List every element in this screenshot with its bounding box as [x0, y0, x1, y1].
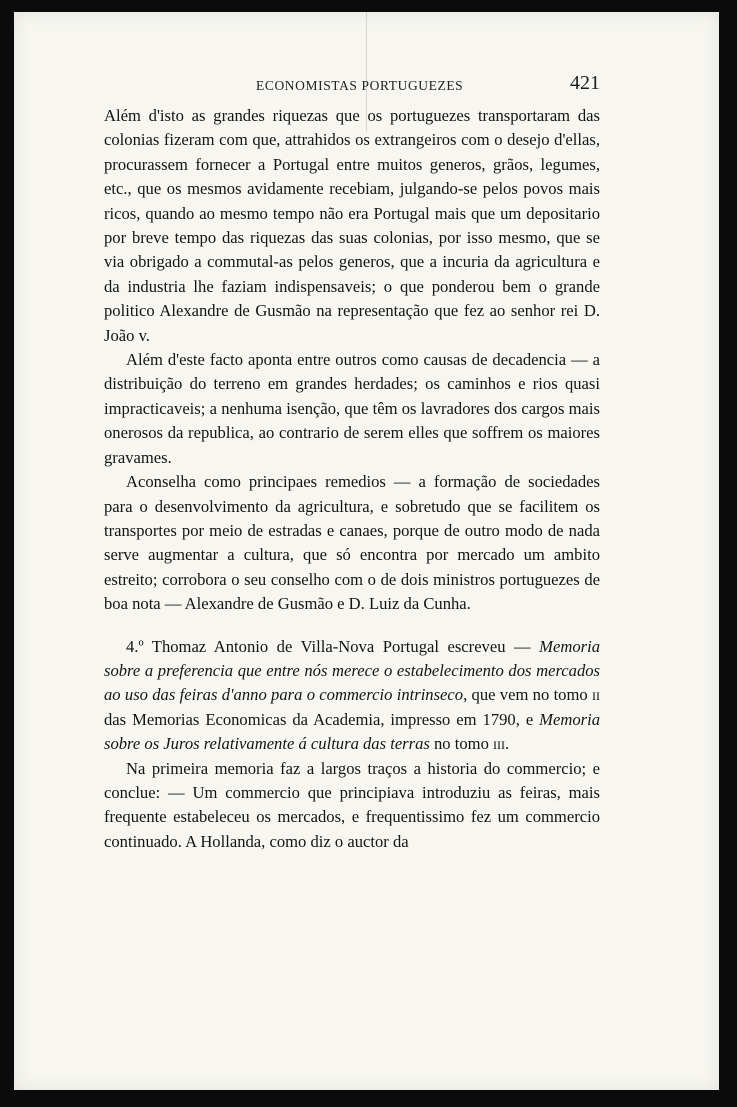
running-header: [104, 72, 600, 102]
volume-number: iii: [493, 734, 506, 754]
paragraph: [104, 348, 600, 470]
paragraph: [104, 470, 600, 616]
work-title: Memoria sobre a preferencia que entre nós merece o estabelecimento dos mercados ao uso das feiras d'anno para o commercio intrinseco,: [104, 636, 600, 705]
paragraph: [104, 104, 600, 348]
paragraph-text: .: [505, 734, 510, 754]
paragraph-text: que vem no tomo: [467, 685, 592, 705]
running-title: ECONOMISTAS PORTUGUEZES: [256, 78, 464, 93]
section-paragraph: [104, 635, 600, 757]
paragraph-text: 4.º Thomaz Antonio de Villa-Nova Portugal escreveu —: [126, 636, 540, 656]
paragraph-text: Além d'isto as grandes riquezas que os portuguezes transportaram das colonias fizeram com que, attrahidos os extrangeiros com o desejo d'ellas, procurassem fornecer a Portugal entre muitos generos, grãos, legumes, etc., que os mesmos avidamente recebiam, julgando-se pelos povos mais ricos, quando ao mesmo tempo não era Portugal mais que um depositario por breve tempo das riquezas das suas colonias, por isso mesmo, que se via obrigado a commutal-as pelos generos, que a incuria da agricultura e da industria lhe faziam indispensaveis; o que ponderou bem o grande politico Alexandre de Gusmão na representação que fez ao senhor rei D. João v.: [104, 106, 600, 345]
paragraph-text: Aconselha como principaes remedios — a formação de sociedades para o desenvolvimento da agricultura, e sobretudo que se facilitem os transportes por meio de estradas e canaes, porque de outro modo de nada serve augmentar a cultura, que só encontra por mercado um ambito estreito; corrobora o seu conselho com o de dois ministros portuguezes de boa nota — Alexandre de Gusmão e D. Luiz da Cunha.: [104, 472, 600, 614]
paragraph-text: no tomo: [429, 734, 494, 754]
paragraph-text: Além d'este facto aponta entre outros como causas de decadencia — a distribuição do terreno em grandes herdades; os caminhos e rios quasi impracticaveis; a nenhuma isenção, que têm os lavradores dos cargos mais onerosos da republica, ao contrario de serem elles que soffrem os maiores gravames.: [104, 350, 600, 467]
paragraph-text: das Memorias Economicas da Academia, impresso em 1790, e: [104, 709, 540, 729]
paragraph-text: Na primeira memoria faz a largos traços a historia do commercio; e conclue: — Um commercio que principiava introduziu as feiras, mais frequente estabeleceu os mercados, e frequentissimo fez um commercio continuado. A Hollanda, como diz o auctor da: [104, 758, 600, 851]
volume-number: ii: [592, 685, 600, 705]
body-text: [104, 104, 600, 854]
page-number: 421: [570, 72, 600, 94]
paragraph: [104, 757, 600, 855]
book-page: [14, 12, 719, 1090]
work-title: Memoria sobre os Juros relativamente á cultura das terras: [104, 709, 600, 754]
